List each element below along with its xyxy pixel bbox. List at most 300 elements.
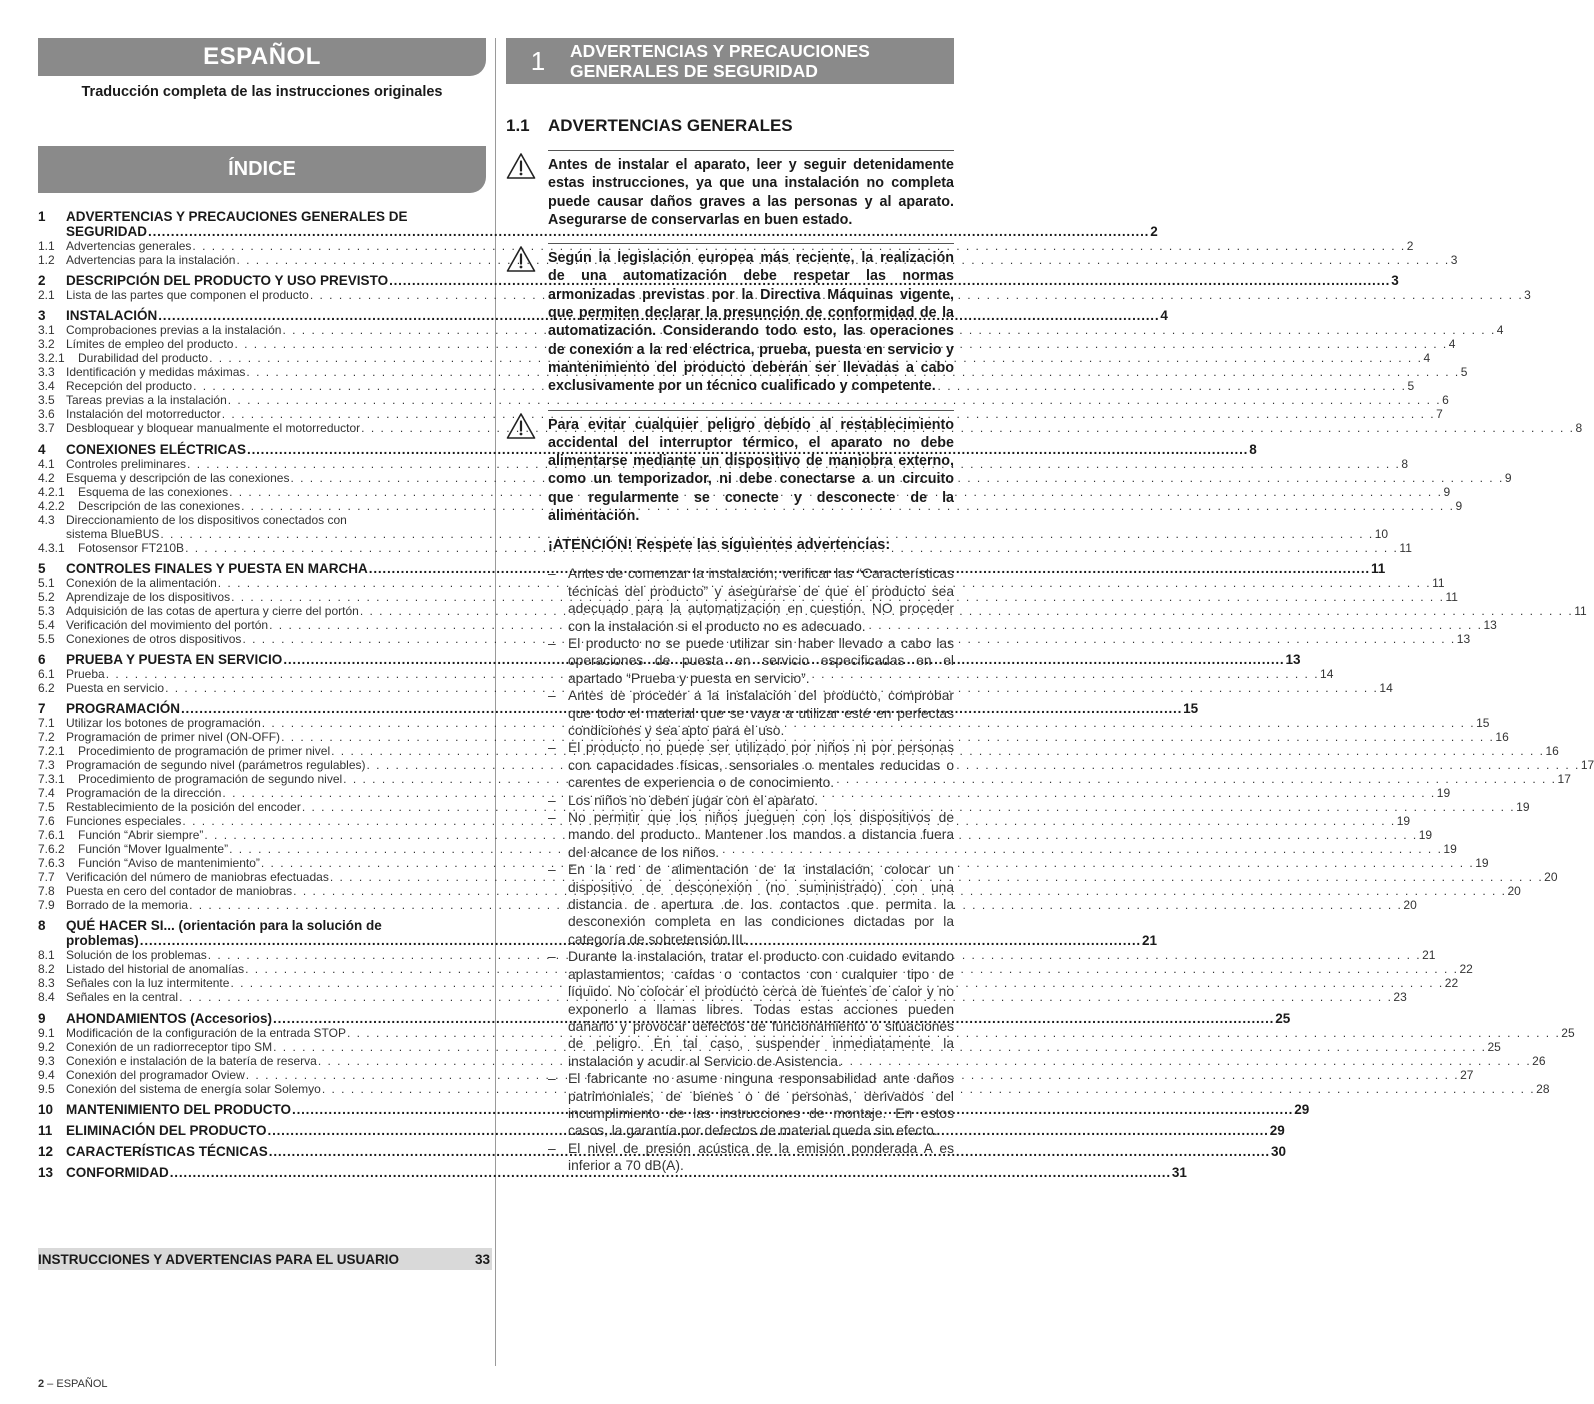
toc-sub-label: Listado del historial de anomalías xyxy=(66,962,245,977)
bullet-dash: – xyxy=(548,792,556,808)
toc-sub-number: 4.3.1 xyxy=(38,540,65,555)
warnings-bullet-list xyxy=(548,565,954,1174)
toc-sub-label: Programación de segundo nivel (parámetros regulables) xyxy=(66,758,366,773)
bullet-dash: – xyxy=(548,949,556,965)
bullet-item xyxy=(548,565,954,635)
toc-sub-page: 11 xyxy=(1399,540,1412,555)
toc-sub-page: 22 xyxy=(1459,962,1473,977)
toc-sub-entry[interactable] xyxy=(14,351,1431,366)
toc-sub-entry[interactable] xyxy=(38,716,1490,731)
toc-sub-entry[interactable] xyxy=(38,456,1409,471)
warning-text: Según la legislación europea más reciente, la realización de una automatización debe respetar las normas armonizadas previstas por la Directiva Máquinas vigente, que permiten declarar la presunción de conformidad de la automatización. Considerando todo esto, las operaciones de conexión a la red eléctrica, prueba, puesta en servicio y mantenimiento del producto deberán ser llevadas a cabo exclusivamente por un técnico cualificado y competente. xyxy=(548,243,954,395)
toc-sub-entry[interactable] xyxy=(14,484,1451,499)
toc-sub-label: Tareas previas a la instalación xyxy=(66,393,227,408)
toc-sub-entry[interactable] xyxy=(38,1025,1575,1040)
toc-sub-entry[interactable] xyxy=(38,1053,1546,1068)
toc-sub-entry[interactable] xyxy=(38,470,1512,485)
toc-sub-page: 28 xyxy=(1536,1081,1550,1096)
toc-sub-label: Procedimiento de programación de primer nivel xyxy=(78,744,331,759)
toc-sub-page: 19 xyxy=(1396,814,1411,829)
toc-section xyxy=(38,273,1531,303)
subsection-title: ADVERTENCIAS GENERALES xyxy=(548,116,793,135)
toc-sub-page: 7 xyxy=(1436,407,1443,422)
toc-main-entry[interactable] xyxy=(38,1122,1285,1138)
toc-sub-entry[interactable] xyxy=(38,1067,1474,1082)
toc-sub-label: Función “Abrir siempre” xyxy=(78,828,204,843)
toc-sub-page: 19 xyxy=(1443,842,1457,857)
footer-separator: – xyxy=(44,1378,57,1390)
section-title-line-1: ADVERTENCIAS Y PRECAUCIONES xyxy=(570,41,870,61)
toc-section xyxy=(38,918,1473,1005)
bullet-dash: – xyxy=(548,862,556,878)
toc-sub-entry[interactable] xyxy=(38,730,1509,745)
toc-main-page: 13 xyxy=(1285,651,1301,667)
toc-sub-entry[interactable] xyxy=(38,870,1558,885)
toc-sub-label: Programación de primer nivel (ON-OFF) xyxy=(66,730,281,745)
toc-sub-entry[interactable] xyxy=(38,962,1473,977)
toc-sub-label-cont: sistema BlueBUS xyxy=(66,526,160,541)
toc-main-label: CONFORMIDAD xyxy=(66,1165,169,1181)
toc-sub-label: Prueba xyxy=(66,666,105,681)
bullet-text: El fabricante no asume ninguna responsabilidad ante daños patrimoniales, de bienes o de personas, derivados del incumplimiento de las instrucciones de montaje. En estos casos, la garantía por defectos de material queda sin efecto. xyxy=(568,1071,954,1139)
toc-sub-label: Advertencias generales xyxy=(66,239,192,253)
toc-sub-page: 2 xyxy=(1406,239,1414,253)
toc-main-page: 4 xyxy=(1160,308,1168,324)
toc-sub-label: Señales en la central xyxy=(66,990,179,1005)
right-column xyxy=(506,38,954,1175)
toc-sub-number: 7.4 xyxy=(38,786,55,801)
toc-sub-label: Desbloquear y bloquear manualmente el motorreductor xyxy=(66,421,361,436)
subsection-heading xyxy=(506,116,954,136)
toc-sub-number: 8.4 xyxy=(38,990,55,1005)
toc-sub-entry[interactable] xyxy=(38,323,1504,338)
toc-sub-entry[interactable] xyxy=(38,666,1334,681)
toc-sub-entry[interactable] xyxy=(38,512,1389,541)
bullet-text: El producto no se puede utilizar sin haber llevado a cabo las operaciones de puesta en servicio especificadas en el apartado “Prueba y puesta en servicio”. xyxy=(568,635,954,686)
toc-sub-number: 7.6.3 xyxy=(38,856,65,871)
toc-sub-page: 5 xyxy=(1460,365,1468,380)
toc-main-entry[interactable] xyxy=(38,209,1158,239)
language-banner xyxy=(38,38,486,76)
toc-sub-entry[interactable] xyxy=(38,288,1531,303)
toc-main-page: 31 xyxy=(1171,1165,1187,1181)
toc-sub-page: 16 xyxy=(1495,730,1509,745)
bullet-text: Antes de comenzar la instalación, verificar las “Características técnicas del producto” y asegurarse de que el producto sea adecuado para la automatización en cuestión. NO proceder con la instalación si el producto no es adecuado. xyxy=(568,566,954,634)
toc-sub-page: 8 xyxy=(1575,421,1583,436)
toc-sub-page: 3 xyxy=(1524,288,1531,303)
toc-section xyxy=(38,1122,1285,1138)
toc-sub-number: 3.5 xyxy=(38,393,55,408)
toc-sub-label: Conexión del sistema de energía solar Solemyo xyxy=(66,1081,321,1096)
toc-sub-label: Verificación del número de maniobras efectuadas xyxy=(66,870,329,885)
toc-main-label: CONEXIONES ELÉCTRICAS xyxy=(66,441,247,457)
toc-sub-number: 5.5 xyxy=(38,631,55,646)
toc-main-number: 3 xyxy=(38,308,46,324)
toc-sub-page: 22 xyxy=(1444,976,1459,991)
bullet-dash: – xyxy=(548,740,556,756)
toc-sub-number: 7.3.1 xyxy=(38,772,65,787)
toc-sub-label: Controles preliminares xyxy=(66,456,187,471)
toc-sub-number: 5.1 xyxy=(38,575,55,590)
toc-sub-entry[interactable] xyxy=(38,589,1458,604)
toc-sub-number: 3.1 xyxy=(38,323,55,338)
toc-sub-number: 9.3 xyxy=(38,1053,55,1068)
toc-main-number: 12 xyxy=(38,1144,54,1160)
warning-text: Antes de instalar el aparato, leer y seguir detenidamente estas instrucciones, ya que una instalación no completa puede causar daños graves a las personas y al aparato. Asegurarse de conservarlas en buen estado. xyxy=(548,150,954,229)
toc-sub-entry[interactable] xyxy=(14,744,1559,759)
toc-main-number: 2 xyxy=(38,273,46,289)
toc-sub-label: Esquema de las conexiones xyxy=(78,484,229,499)
toc-sub-number: 7.2 xyxy=(38,730,55,745)
toc-sub-number: 3.3 xyxy=(38,365,55,380)
bullet-item xyxy=(548,1140,954,1175)
toc-sub-page: 20 xyxy=(1403,898,1417,913)
toc-sub-page: 11 xyxy=(1445,589,1458,604)
toc-sub-number: 7.7 xyxy=(38,870,55,885)
toc-main-number: 5 xyxy=(38,560,46,576)
toc-sub-number: 5.2 xyxy=(38,589,55,604)
toc-main-label: ELIMINACIÓN DEL PRODUCTO xyxy=(66,1122,267,1138)
toc-sub-label: Señales con la luz intermitente xyxy=(66,976,230,991)
toc-main-label: QUÉ HACER SI... (orientación para la solución de xyxy=(66,918,382,934)
toc-sub-page: 14 xyxy=(1320,666,1334,681)
toc-sub-label: Comprobaciones previas a la instalación xyxy=(66,323,282,338)
toc-section xyxy=(38,209,1458,267)
toc-sub-number: 8.1 xyxy=(38,948,55,963)
bullet-item xyxy=(548,1070,954,1140)
toc-sub-label: Modificación de la configuración de la entrada STOP xyxy=(66,1025,346,1040)
toc-sub-number: 8.2 xyxy=(38,962,55,977)
toc-sub-page: 19 xyxy=(1516,800,1530,815)
toc-sub-label: Funciones especiales xyxy=(66,814,182,829)
attention-heading: ¡ATENCIÓN! Respete las siguientes advertencias: xyxy=(548,537,891,554)
toc-sub-label: Adquisición de las cotas de apertura y cierre del portón xyxy=(66,603,359,618)
section-number: 1 xyxy=(530,45,546,76)
toc-sub-entry[interactable] xyxy=(14,498,1463,513)
toc-main-entry[interactable] xyxy=(38,1010,1291,1026)
toc-sub-page: 17 xyxy=(1580,758,1594,773)
toc-sub-page: 9 xyxy=(1443,484,1451,499)
toc-main-entry[interactable] xyxy=(38,560,1386,576)
toc-sub-number: 1.2 xyxy=(38,253,55,267)
toc-main-page: 25 xyxy=(1275,1010,1291,1026)
toc-main-page: 2 xyxy=(1150,224,1158,239)
bullet-text: Durante la instalación, tratar el producto con cuidado evitando aplastamientos, caídas o contactos con cualquier tipo de líquido. No colocar el producto cerca de fuentes de calor y no exponerlo a llamas libres. Todas estas acciones pueden dañarlo y provocar defectos de funcionamiento o situaciones de peligro. En tal caso, suspender inmediatamente la instalación y acudir al Servicio de Asistencia. xyxy=(568,949,954,1069)
toc-sub-page: 23 xyxy=(1393,990,1407,1005)
toc-main-label: DESCRIPCIÓN DEL PRODUCTO Y USO PREVISTO xyxy=(66,273,389,289)
toc-sub-entry[interactable] xyxy=(38,365,1468,380)
footer-language: ESPAÑOL xyxy=(56,1378,108,1390)
toc-sub-label: Conexión de un radiorreceptor tipo SM xyxy=(66,1039,273,1054)
toc-sub-page: 20 xyxy=(1507,884,1521,899)
bullet-text: Los niños no deben jugar con el aparato. xyxy=(568,792,819,808)
toc-main-number: 7 xyxy=(38,701,46,717)
toc-sub-page: 4 xyxy=(1423,351,1431,366)
toc-sub-entry[interactable] xyxy=(38,948,1436,963)
toc-sub-entry[interactable] xyxy=(38,631,1471,646)
toc-sub-page: 26 xyxy=(1532,1053,1546,1068)
toc-sub-number: 7.6.1 xyxy=(38,828,65,843)
toc-sub-number: 5.4 xyxy=(38,617,55,632)
toc-sub-page: 5 xyxy=(1407,379,1415,394)
toc-sub-label: Verificación del movimiento del portón xyxy=(66,617,269,632)
toc-sub-number: 8.3 xyxy=(38,976,55,991)
page-footer xyxy=(38,1378,108,1390)
toc-sub-page: 19 xyxy=(1418,828,1433,843)
toc-sub-number: 4.1 xyxy=(38,456,55,471)
toc-sub-number: 7.6.2 xyxy=(38,842,65,857)
toc-sub-entry[interactable] xyxy=(14,828,1433,843)
toc-main-page: 29 xyxy=(1294,1101,1310,1117)
toc-sub-entry[interactable] xyxy=(14,856,1489,871)
toc-section xyxy=(38,1165,1187,1181)
toc-sub-entry[interactable] xyxy=(38,758,1594,773)
toc-sub-entry[interactable] xyxy=(38,976,1459,991)
toc-sub-label: Direccionamiento de los dispositivos conectados con xyxy=(66,512,347,527)
toc-sub-label: Recepción del producto xyxy=(66,379,193,394)
warning-text: Para evitar cualquier peligro debido al restablecimiento accidental del interruptor térmico, el aparato no debe alimentarse mediante un dispositivo de maniobra externo, como un temporizador, ni debe conectarse a un circuito que regularmente se conecte y desconecte de la alimentación. xyxy=(548,410,954,526)
footer-page-number: 2 xyxy=(38,1378,45,1390)
toc-sub-entry[interactable] xyxy=(38,603,1587,618)
toc-sub-number: 6.2 xyxy=(38,680,55,695)
toc-sub-label: Borrado de la memoria xyxy=(66,898,189,913)
toc-sub-label: Procedimiento de programación de segundo nivel xyxy=(78,772,343,787)
warning-triangle-icon xyxy=(506,410,548,526)
toc-sub-label: Utilizar los botones de programación xyxy=(66,716,261,731)
toc-sub-label: Esquema y descripción de las conexiones xyxy=(66,470,290,485)
toc-sub-number: 9.4 xyxy=(38,1067,55,1082)
toc-main-entry[interactable] xyxy=(38,701,1199,717)
toc-main-page: 29 xyxy=(1269,1122,1285,1138)
toc-main-page: 3 xyxy=(1391,273,1399,289)
toc-sub-page: 19 xyxy=(1475,856,1489,871)
toc-sub-page: 3 xyxy=(1450,253,1458,267)
toc-main-entry[interactable] xyxy=(38,273,1399,289)
toc-sub-label: Conexión e instalación de la batería de reserva xyxy=(66,1053,317,1068)
toc-main-entry[interactable] xyxy=(38,1165,1187,1181)
toc-sub-number: 4.3 xyxy=(38,512,55,527)
toc-sub-number: 9.5 xyxy=(38,1081,55,1096)
warning-block xyxy=(506,150,954,229)
bullet-dash: – xyxy=(548,810,556,826)
toc-sub-label: Programación de la dirección xyxy=(66,786,222,801)
toc-sub-page: 4 xyxy=(1496,323,1504,338)
toc-sub-entry[interactable] xyxy=(38,575,1445,590)
toc-sub-label: Aprendizaje de los dispositivos xyxy=(66,589,231,604)
toc-section xyxy=(38,1010,1575,1096)
toc-sub-number: 7.3 xyxy=(38,758,55,773)
bullet-dash: – xyxy=(548,1140,556,1156)
toc-main-number: 9 xyxy=(38,1010,46,1026)
bullet-text: En la red de alimentación de la instalación, colocar un dispositivo de desconexión (no suministrado) con una distancia de apertura de los contactos que permita la desconexión completa en las condiciones dictadas por la categoría de sobretensión III. xyxy=(568,862,954,947)
toc-main-number: 11 xyxy=(38,1122,53,1138)
toc-sub-page: 10 xyxy=(1374,526,1389,541)
toc-sub-page: 9 xyxy=(1504,470,1512,485)
warning-triangle-icon xyxy=(506,150,548,229)
toc-sub-label: Lista de las partes que componen el producto xyxy=(66,288,309,303)
translation-subtitle: Traducción completa de las instrucciones originales xyxy=(81,84,443,100)
warning-block xyxy=(506,243,954,395)
toc-sub-entry[interactable] xyxy=(38,898,1417,913)
toc-main-label: CONTROLES FINALES Y PUESTA EN MARCHA xyxy=(66,560,368,576)
toc-main-number: 8 xyxy=(38,918,46,934)
toc-section xyxy=(38,1101,1310,1117)
toc-sub-page: 20 xyxy=(1544,870,1558,885)
toc-main-label: PRUEBA Y PUESTA EN SERVICIO xyxy=(66,651,283,667)
toc-sub-page: 25 xyxy=(1561,1025,1575,1040)
toc-sub-page: 14 xyxy=(1379,680,1393,695)
user-instructions-page: 33 xyxy=(474,1251,490,1267)
toc-sub-number: 1.1 xyxy=(38,239,55,253)
toc-sub-entry[interactable] xyxy=(38,1039,1501,1054)
toc-sub-number: 3.2.1 xyxy=(38,351,65,366)
bullet-text: Antes de proceder a la instalación del producto, comprobar que todo el material que se vaya a utilizar esté en perfectas condiciones y sea apto para el uso. xyxy=(568,688,954,738)
warnings-list xyxy=(506,150,954,525)
toc-sub-page: 8 xyxy=(1401,456,1409,471)
toc-sub-number: 4.2.2 xyxy=(38,498,65,513)
toc-main-label: CARACTERÍSTICAS TÉCNICAS xyxy=(66,1144,268,1160)
toc-sub-page: 13 xyxy=(1483,617,1497,632)
toc-sub-entry[interactable] xyxy=(38,421,1583,436)
toc-sub-label: Fotosensor FT210B xyxy=(78,540,185,555)
bullet-dash: – xyxy=(548,635,556,651)
toc-sub-number: 7.1 xyxy=(38,716,55,731)
toc-main-entry[interactable] xyxy=(38,441,1257,457)
section-banner xyxy=(506,38,954,84)
toc-sub-page: 15 xyxy=(1476,716,1490,731)
toc-sub-entry[interactable] xyxy=(38,680,1393,695)
toc-sub-page: 11 xyxy=(1574,603,1587,618)
toc-sub-number: 5.3 xyxy=(38,603,55,618)
toc-sub-entry[interactable] xyxy=(14,772,1571,787)
toc-sub-number: 3.4 xyxy=(38,379,55,394)
toc-main-number: 6 xyxy=(38,651,46,667)
toc-sub-label: Advertencias para la instalación xyxy=(66,253,236,267)
toc-sub-number: 3.2 xyxy=(38,337,55,352)
toc-sub-page: 11 xyxy=(1432,575,1445,590)
toc-sub-number: 7.2.1 xyxy=(38,744,65,759)
toc-main-page: 8 xyxy=(1249,441,1257,457)
toc-sub-entry[interactable] xyxy=(38,814,1411,829)
toc-sub-entry[interactable] xyxy=(38,407,1443,422)
toc-sub-entry[interactable] xyxy=(38,379,1415,394)
language-title: ESPAÑOL xyxy=(203,43,321,70)
bullet-dash: – xyxy=(548,688,556,704)
toc-main-number: 1 xyxy=(38,209,46,224)
toc-main-entry[interactable] xyxy=(38,1101,1310,1117)
index-banner xyxy=(38,146,486,193)
toc-sub-label: Función “Aviso de mantenimiento” xyxy=(78,856,260,871)
toc-sub-number: 9.1 xyxy=(38,1025,55,1040)
toc-sub-entry[interactable] xyxy=(38,393,1449,408)
toc-sub-entry[interactable] xyxy=(14,842,1457,857)
toc-main-label: ADVERTENCIAS Y PRECAUCIONES GENERALES DE xyxy=(66,209,408,224)
toc-main-entry[interactable] xyxy=(38,1144,1286,1160)
bullet-dash: – xyxy=(548,566,556,582)
toc-sub-page: 19 xyxy=(1436,786,1451,801)
toc-sub-label: Conexiones de otros dispositivos xyxy=(66,631,242,646)
toc-sub-entry[interactable] xyxy=(38,337,1456,352)
toc-sub-number: 7.9 xyxy=(38,898,55,913)
toc-sub-label: Función “Mover Igualmente” xyxy=(78,842,229,857)
index-title: ÍNDICE xyxy=(228,158,296,180)
toc-sub-label: Puesta en servicio xyxy=(66,680,165,695)
warning-triangle-icon xyxy=(506,243,548,395)
toc-sub-number: 6.1 xyxy=(38,666,55,681)
toc-sub-page: 27 xyxy=(1460,1067,1474,1082)
toc-sub-number: 7.8 xyxy=(38,884,55,899)
toc-sub-page: 6 xyxy=(1442,393,1449,408)
toc-main-number: 13 xyxy=(38,1165,54,1181)
toc-sub-label: Puesta en cero del contador de maniobras xyxy=(66,884,293,899)
bullet-text: El nivel de presión acústica de la emisión ponderada A es inferior a 70 dB(A). xyxy=(568,1140,954,1174)
toc-sub-page: 13 xyxy=(1456,631,1471,646)
toc-main-entry[interactable] xyxy=(38,308,1168,324)
toc-main-page: 11 xyxy=(1370,560,1386,576)
section-title xyxy=(570,41,870,81)
toc-sub-label: Solución de los problemas xyxy=(66,948,207,963)
toc-sub-number: 3.7 xyxy=(38,421,55,436)
toc-sub-page: 17 xyxy=(1557,772,1571,787)
toc-sub-page: 25 xyxy=(1487,1039,1501,1054)
toc-sub-number: 3.6 xyxy=(38,407,55,422)
section-title-line-2: GENERALES DE SEGURIDAD xyxy=(570,61,818,81)
toc-main-label: AHONDAMIENTOS (Accesorios) xyxy=(66,1010,273,1026)
toc-sub-number: 4.2.1 xyxy=(38,484,65,499)
toc-sub-number: 4.2 xyxy=(38,470,55,485)
toc-sub-label: Identificación y medidas máximas xyxy=(66,365,246,380)
toc-main-number: 10 xyxy=(38,1101,54,1117)
toc-sub-label: Restablecimiento de la posición del encoder xyxy=(66,800,301,815)
toc-sub-label: Descripción de las conexiones xyxy=(78,498,241,513)
bullet-item xyxy=(548,792,954,809)
toc-main-page: 21 xyxy=(1141,933,1157,949)
toc-sub-entry[interactable] xyxy=(38,239,1414,253)
warning-block xyxy=(506,410,954,526)
bullet-item xyxy=(548,635,954,687)
toc-sub-page: 4 xyxy=(1448,337,1456,352)
toc-main-label: INSTALACIÓN xyxy=(66,308,158,324)
toc-main-label: SEGURIDAD xyxy=(66,224,148,239)
bullet-item xyxy=(548,861,954,948)
user-instructions-band[interactable] xyxy=(38,1248,492,1270)
toc-sub-page: 16 xyxy=(1545,744,1559,759)
bullet-item xyxy=(548,809,954,861)
toc-main-entry[interactable] xyxy=(38,918,1157,949)
bullet-text: No permitir que los niños jueguen con los dispositivos de mando del producto. Mantener los mandos a distancia fuera del alcance de los niños. xyxy=(568,810,954,860)
toc-main-label: PROGRAMACIÓN xyxy=(66,701,180,717)
toc-sub-number: 7.6 xyxy=(38,814,55,829)
subsection-number: 1.1 xyxy=(506,116,530,135)
toc-sub-number: 7.5 xyxy=(38,800,55,815)
toc-sub-entry[interactable] xyxy=(38,253,1458,267)
toc-sub-entry[interactable] xyxy=(38,1081,1550,1096)
toc-section xyxy=(38,1144,1286,1160)
toc-sub-label: Conexión de la alimentación xyxy=(66,575,217,590)
toc-sub-entry[interactable] xyxy=(38,884,1521,899)
toc-main-label: MANTENIMIENTO DEL PRODUCTO xyxy=(66,1101,292,1117)
toc-sub-number: 2.1 xyxy=(38,288,55,303)
toc-sub-entry[interactable] xyxy=(38,990,1407,1005)
toc-sub-label: Límites de empleo del producto xyxy=(66,337,234,352)
bullet-item xyxy=(548,687,954,739)
toc-main-page: 30 xyxy=(1270,1144,1286,1160)
toc-main-entry[interactable] xyxy=(38,651,1301,667)
bullet-dash: – xyxy=(548,1071,556,1087)
toc-sub-page: 21 xyxy=(1422,948,1436,963)
toc-main-page: 15 xyxy=(1183,701,1199,717)
toc-sub-entry[interactable] xyxy=(38,617,1497,632)
